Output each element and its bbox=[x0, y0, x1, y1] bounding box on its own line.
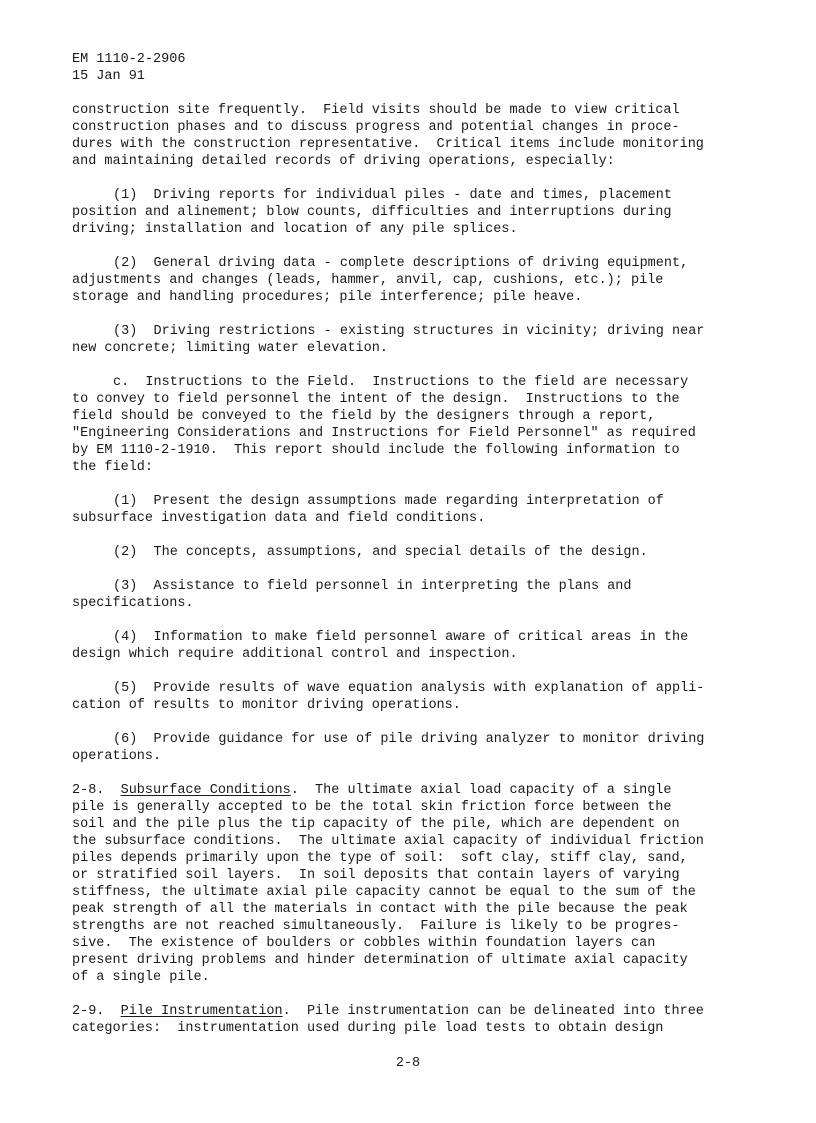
record-item-3-line: new concrete; limiting water elevation. bbox=[72, 341, 388, 356]
record-item-1-line: position and alinement; blow counts, difficulties and interruptions during bbox=[72, 205, 672, 220]
field-item-1-first: (1) Present the design assumptions made regarding interpretation of bbox=[113, 494, 664, 509]
section-2-8-title: Subsurface Conditions bbox=[120, 783, 291, 798]
section-2-8-line: peak strength of all the materials in contact with the pile because the peak bbox=[72, 902, 688, 917]
section-2-8-line: strengths are not reached simultaneously. Failure is likely to be progres- bbox=[72, 919, 680, 934]
section-2-8-line: soil and the pile plus the tip capacity of the pile, which are dependent on bbox=[72, 817, 680, 832]
section-2-8-line: stiffness, the ultimate axial pile capacity cannot be equal to the sum of the bbox=[72, 885, 696, 900]
doc-number: EM 1110-2-2906 bbox=[72, 52, 186, 67]
page-number: 2-8 bbox=[395, 1056, 421, 1071]
intro-line: construction site frequently. Field visits should be made to view critical bbox=[72, 103, 680, 118]
section-2-9-number: 2-9. bbox=[72, 1004, 121, 1019]
field-item-4-line: design which require additional control and inspection. bbox=[72, 647, 518, 662]
section-2-9-heading bbox=[72, 1003, 704, 1020]
section-c-line: field should be conveyed to the field by the designers through a report, bbox=[72, 409, 656, 424]
section-2-9-title: Pile Instrumentation bbox=[120, 1004, 283, 1019]
section-2-9-first-tail: . Pile instrumentation can be delineated into three bbox=[282, 1004, 704, 1019]
record-item-1-first: (1) Driving reports for individual piles - date and times, placement bbox=[113, 188, 672, 203]
section-c-heading: c. Instructions to the Field. Instructions to the field are necessary bbox=[113, 375, 689, 390]
section-2-8-line: pile is generally accepted to be the total skin friction force between the bbox=[72, 800, 672, 815]
section-2-8-number: 2-8. bbox=[72, 783, 121, 798]
record-item-2-first: (2) General driving data - complete descriptions of driving equipment, bbox=[113, 256, 689, 271]
section-c-line: the field: bbox=[72, 460, 154, 475]
section-c-line: to convey to field personnel the intent of the design. Instructions to the bbox=[72, 392, 680, 407]
doc-date: 15 Jan 91 bbox=[72, 69, 145, 84]
section-2-8-line: piles depends primarily upon the type of soil: soft clay, stiff clay, sand, bbox=[72, 851, 688, 866]
section-c-line: by EM 1110-2-1910. This report should include the following information to bbox=[72, 443, 680, 458]
intro-line: dures with the construction representative. Critical items include monitoring bbox=[72, 137, 704, 152]
field-item-6-first: (6) Provide guidance for use of pile driving analyzer to monitor driving bbox=[113, 732, 705, 747]
field-item-6-line: operations. bbox=[72, 749, 162, 764]
field-item-4-first: (4) Information to make field personnel aware of critical areas in the bbox=[113, 630, 689, 645]
section-2-8-line: the subsurface conditions. The ultimate axial capacity of individual friction bbox=[72, 834, 704, 849]
record-item-2-line: adjustments and changes (leads, hammer, anvil, cap, cushions, etc.); pile bbox=[72, 273, 664, 288]
record-item-2-line: storage and handling procedures; pile interference; pile heave. bbox=[72, 290, 583, 305]
section-2-8-first-tail: . The ultimate axial load capacity of a single bbox=[290, 783, 672, 798]
section-c-line: "Engineering Considerations and Instructions for Field Personnel" as required bbox=[72, 426, 696, 441]
intro-line: and maintaining detailed records of driving operations, especially: bbox=[72, 154, 615, 169]
section-2-8-line: or stratified soil layers. In soil deposits that contain layers of varying bbox=[72, 868, 680, 883]
field-item-3-line: specifications. bbox=[72, 596, 194, 611]
section-2-8-line: sive. The existence of boulders or cobbles within foundation layers can bbox=[72, 936, 656, 951]
field-item-1-line: subsurface investigation data and field conditions. bbox=[72, 511, 486, 526]
field-item-3-first: (3) Assistance to field personnel in interpreting the plans and bbox=[113, 579, 632, 594]
field-item-2-first: (2) The concepts, assumptions, and special details of the design. bbox=[113, 545, 648, 560]
section-2-8-line: present driving problems and hinder determination of ultimate axial capacity bbox=[72, 953, 688, 968]
section-2-8-line: of a single pile. bbox=[72, 970, 210, 985]
field-item-5-first: (5) Provide results of wave equation analysis with explanation of appli- bbox=[113, 681, 705, 696]
record-item-1-line: driving; installation and location of any pile splices. bbox=[72, 222, 518, 237]
section-2-8-heading bbox=[72, 782, 672, 799]
section-2-9-line: categories: instrumentation used during pile load tests to obtain design bbox=[72, 1021, 664, 1036]
record-item-3-first: (3) Driving restrictions - existing structures in vicinity; driving near bbox=[113, 324, 705, 339]
intro-line: construction phases and to discuss progress and potential changes in proce- bbox=[72, 120, 680, 135]
field-item-5-line: cation of results to monitor driving operations. bbox=[72, 698, 461, 713]
